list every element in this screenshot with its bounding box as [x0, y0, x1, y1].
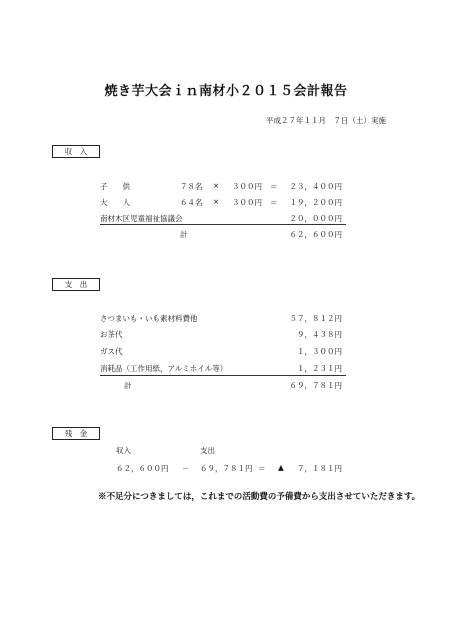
expenses-total-amount: ６９，７８１円 — [289, 381, 342, 390]
income-row-label: 大 人 — [100, 198, 130, 207]
expense-row-amount: ９，４３８円 — [297, 330, 342, 339]
balance-section-header: 残 金 — [52, 427, 100, 440]
expenses-section-header: 支 出 — [52, 278, 100, 291]
minus-sign: － — [182, 464, 190, 473]
footnote: ※不足分につきましては，これまでの活動費の予備費から支出させていただきます。 — [98, 492, 421, 502]
income-row-equals: ＝ — [270, 182, 278, 191]
expense-row-amount: ５７，８１２円 — [289, 314, 342, 323]
donor-label: 南材木区児童福祉協議会 — [100, 214, 183, 223]
expenses-total-label: 計 — [124, 381, 132, 390]
balance-income-value: ６２，６００円 — [116, 464, 169, 473]
income-row-count: ６４名 — [180, 198, 203, 207]
donor-amount: ２０，０００円 — [289, 214, 342, 223]
expense-row-label: お茶代 — [100, 330, 123, 339]
balance-expense-heading: 支出 — [200, 446, 215, 455]
deficit-triangle-icon: ▲ — [278, 463, 284, 472]
income-row-operator: × — [213, 181, 220, 190]
income-section-header: 収 入 — [52, 145, 100, 158]
income-row-label: 子 供 — [100, 182, 130, 191]
expense-row-label: さつまいも・いも素材料費他 — [100, 314, 198, 323]
income-total-amount: ６２，６００円 — [289, 230, 342, 239]
expense-row-amount: １，２３１円 — [297, 364, 342, 373]
income-row-operator: × — [213, 197, 220, 206]
income-row-count: ７８名 — [180, 182, 203, 191]
income-row-amount: １９，２００円 — [289, 198, 342, 207]
expenses-total-rule — [100, 375, 346, 376]
event-date: 平成２７年１１月 ７日（土）実施 — [266, 116, 386, 125]
income-total-rule — [100, 224, 346, 225]
balance-income-heading: 収入 — [116, 446, 131, 455]
expense-row-label: 消耗品（工作用紙，アルミホイル等） — [100, 364, 228, 373]
income-row-equals: ＝ — [270, 198, 278, 207]
equals-sign: ＝ — [258, 464, 266, 473]
page-title: 焼き芋大会ｉｎ南材小２０１５会計報告 — [104, 84, 348, 99]
expense-row-label: ガス代 — [100, 347, 123, 356]
income-row-amount: ２３，４００円 — [289, 182, 342, 191]
balance-expense-value: ６９，７８１円 — [200, 464, 253, 473]
income-total-label: 計 — [180, 230, 188, 239]
income-row-unit-price: ３００円 — [232, 198, 262, 207]
expense-row-amount: １，３００円 — [297, 347, 342, 356]
income-row-unit-price: ３００円 — [232, 182, 262, 191]
balance-result: ７，１８１円 — [297, 464, 342, 473]
